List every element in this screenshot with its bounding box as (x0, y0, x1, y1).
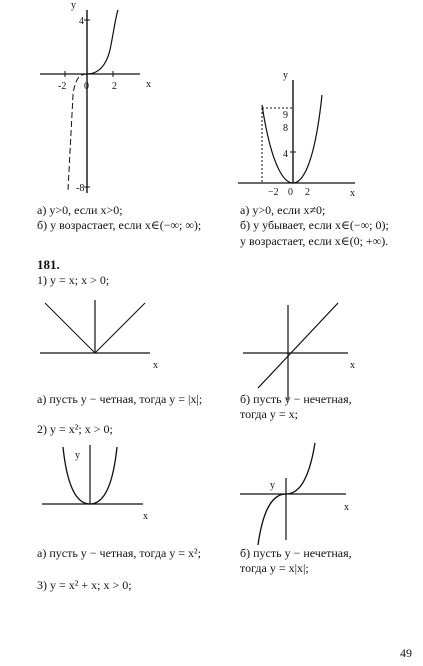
part3: 3) y = x² + x; x > 0; (37, 578, 132, 592)
graph-b-tick-4: 4 (283, 149, 288, 160)
caption-b1: а) y>0, если x≠0; (240, 203, 326, 217)
graph-a-tick-m2: -2 (58, 81, 67, 92)
graph-b-y-label: y (283, 70, 288, 81)
graph-d-x-label: x (350, 360, 355, 371)
graph-b-x-label: x (350, 188, 355, 199)
graph-f-x-label: x (344, 502, 349, 513)
caption-d1: б) пусть y − нечетная, (240, 392, 352, 406)
graph-a-tick-0: 0 (84, 81, 89, 92)
graph-b-tick-9: 9 (283, 110, 288, 121)
graph-f-y-label: y (270, 480, 275, 491)
graph-a-tick-4: 4 (79, 16, 84, 27)
page-number: 49 (400, 646, 412, 660)
graph-b-tick-2: 2 (305, 187, 310, 198)
caption-c: а) пусть y − четная, тогда y = |x|; (37, 392, 203, 406)
graph-a-tick-m8: -8 (76, 183, 85, 194)
caption-d2: тогда y = x; (240, 407, 298, 421)
graph-e-x-label: x (143, 511, 148, 522)
graph-e-y-label: y (75, 450, 80, 461)
caption-b3: y возрастает, если x∈(0; +∞). (240, 234, 389, 248)
graph-c-x-label: x (153, 360, 158, 371)
graph-a-tick-2: 2 (112, 81, 117, 92)
caption-f2: тогда y = x|x|; (240, 561, 309, 575)
graph-a-y-label: y (71, 0, 76, 11)
caption-a1: а) y>0, если x>0; (37, 203, 123, 217)
problem-number: 181. (37, 257, 60, 272)
graph-b-tick-8: 8 (283, 123, 288, 134)
caption-b2: б) y убывает, если x∈(−∞; 0); (240, 218, 389, 232)
graph-a-x-label: x (146, 79, 151, 90)
graph-b-tick-0: 0 (288, 187, 293, 198)
caption-f1: б) пусть y − нечетная, (240, 546, 352, 560)
part2: 2) y = x²; x > 0; (37, 422, 113, 436)
graph-b-tick-m2: −2 (268, 187, 279, 198)
caption-e: а) пусть y − четная, тогда y = x²; (37, 546, 201, 560)
part1: 1) y = x; x > 0; (37, 273, 110, 287)
caption-a2: б) y возрастает, если x∈(−∞; ∞); (37, 218, 202, 232)
